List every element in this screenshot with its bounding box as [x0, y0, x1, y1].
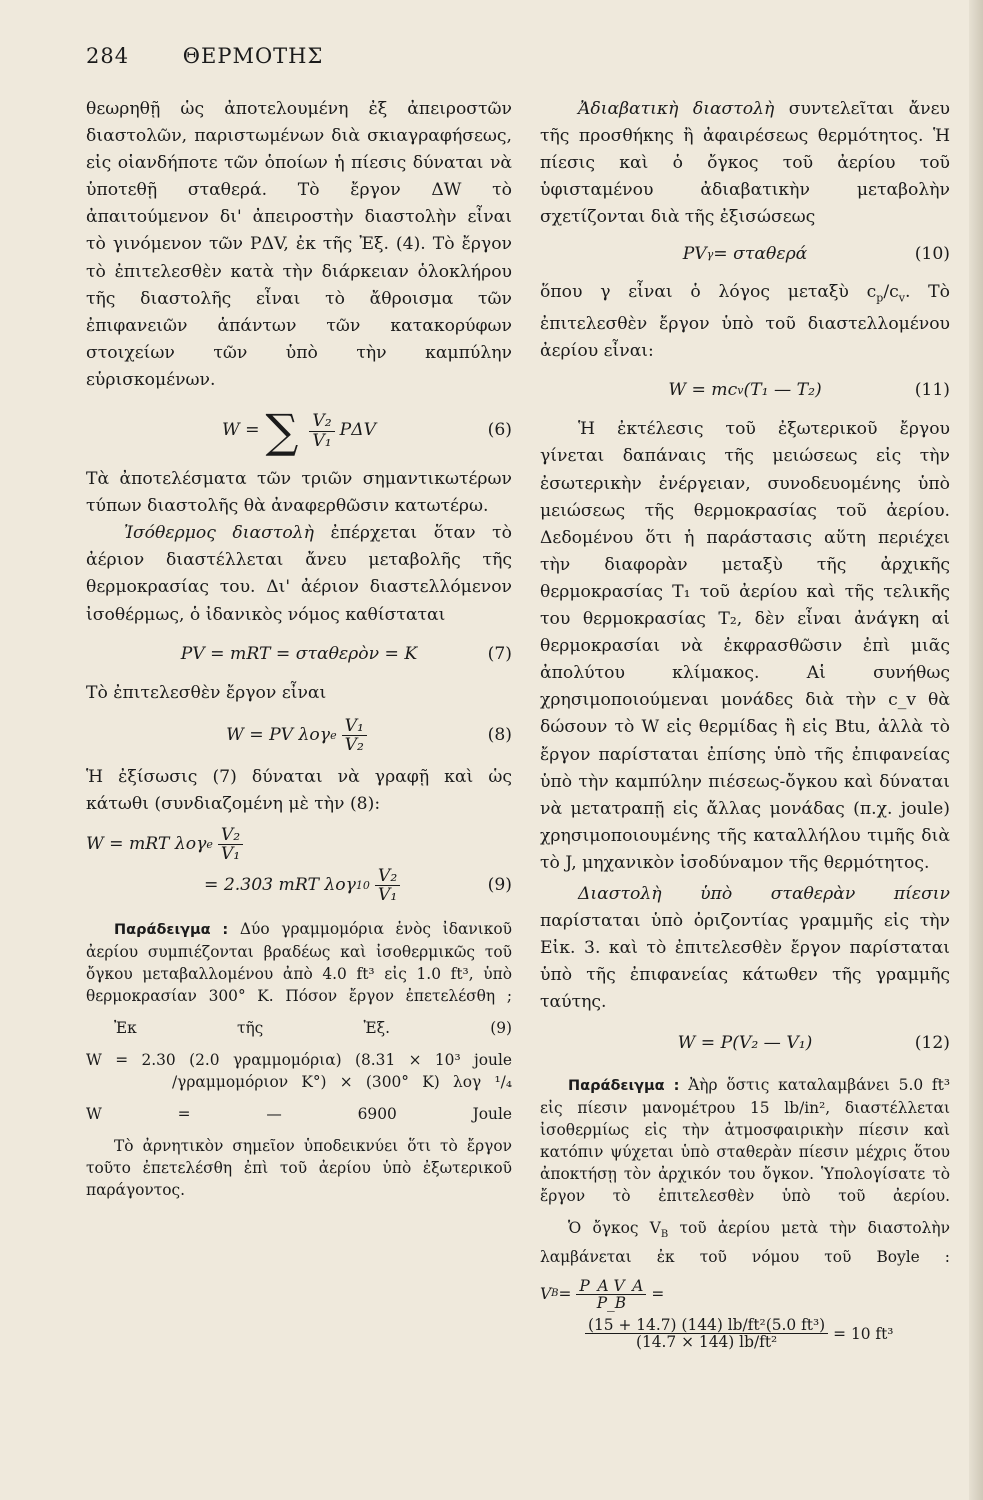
example-calc-line: W = 2.30 (2.0 γραμμομόρια) (8.31 × 10³ joule — [86, 1051, 512, 1070]
paragraph: Ἰσόθερμος διαστολὴ ἐπέρχεται ὅταν τὸ ἀέριον διαστέλλεται ἄνευ μεταβολῆς τῆς θερμοκρασίας του. Δι' ἀέριον διαστελλόμενον ἰσοθέρμως, ὁ ἰδανικὸς νόμος καθίσταται — [86, 523, 513, 625]
equation-number: (7) — [487, 643, 512, 664]
fraction: $\frac{\text{V₂}}{\text{V₁}}$ — [218, 826, 243, 863]
fraction — [309, 412, 334, 449]
example-label: Παράδειγμα : — [114, 922, 229, 939]
fraction: $\frac{\text{P\_A V\_A}}{P\_B}$ — [576, 1278, 646, 1311]
example-text: Ὁ ὄγκος $V_B$ τοῦ ἀερίου μετὰ τὴν διαστολὴν λαμβάνεται ἐκ τοῦ νόμου τοῦ Boyle : — [540, 1218, 950, 1266]
paragraph: Ἀδιαβατικὴ διαστολὴ συντελεῖται ἄνευ τῆς προσθήκης ἢ ἀφαιρέσεως θερμότητος. Ἡ πίεσις καὶ ὁ ὄγκος τοῦ ἀερίου τοῦ ὑφισταμένου ἀδιαβατικὴν μεταβολὴν σχετίζονται διὰ τῆς ἐξισώσεως — [540, 99, 950, 228]
page-edge — [969, 0, 983, 1500]
equation-8: W = PV λογ e $\frac{\text{V₁}}{\text{V₂}}$ (8) — [226, 715, 512, 755]
page-header — [86, 44, 323, 68]
equation-9a: W = mRT λογ e $\frac{\text{V₂}}{\text{V₁}}$ — [86, 826, 512, 863]
paragraph: Διαστολὴ ὑπὸ σταθερὰν πίεσιν παρίσταται ὑπὸ ὁριζοντίας γραμμῆς εἰς τὴν Εἰκ. 3. καὶ τὸ ἐπιτελεσθὲν ἔργον παρίσταται ὑπὸ τῆς ἐπιφανείας κάτωθεν τῆς γραμμῆς ταύτης. — [540, 883, 950, 1013]
equation-number: (11) — [914, 380, 950, 401]
equation-11: W = mc v (T₁ — T₂) (11) — [540, 377, 950, 404]
sigma-symbol: ∑ — [265, 404, 299, 459]
example-text: Παράδειγμα : Δύο γραμμομόρια ἑνὸς ἰδανικοῦ ἀερίου συμπιέζονται βραδέως καὶ ἰσοθερμικῶς τοῦ ὄγκου μεταβαλλομένου ἀπὸ 4.0 ft³ εἰς 1.0 ft³, ὑπὸ θερμοκρασίαν 300° K. Πόσον ἔργον ἐπετελέσθη ; — [86, 920, 512, 1006]
fraction: $\frac{\text{(15 + 14.7) (144) lb/ft²(5.0 ft³)}}{\text{(14.7 × 144) lb/ft²}}$ — [585, 1317, 828, 1350]
example-block — [540, 1074, 950, 1351]
equation-6 — [86, 404, 512, 459]
example-result: W = — 6900 Joule — [86, 1105, 512, 1124]
example-calc-line: /γραμμομόριον K°) × (300° K) λογ ¹/₄ — [172, 1073, 512, 1092]
example-label: Παράδειγμα : — [568, 1077, 680, 1094]
equation-number: (10) — [914, 244, 950, 265]
paragraph: Τὰ ἀποτελέσματα τῶν τριῶν σημαντικωτέρων τύπων διαστολῆς θὰ ἀναφερθῶσιν κατωτέρω. — [86, 469, 512, 517]
equation-9b: = 2.303 mRT λογ 10 $\frac{\text{V₂}}{\text{V₁}}$ (9) — [204, 866, 512, 906]
example-block — [86, 918, 512, 1201]
equation-number: (8) — [487, 724, 512, 745]
equation-number: (6) — [487, 420, 512, 441]
paragraph: Τὸ ἐπιτελεσθὲν ἔργον εἶναι — [86, 682, 327, 703]
equation-number: (12) — [914, 1033, 950, 1054]
example-equation: $\frac{\text{(15 + 14.7) (144) lb/ft²(5.0 ft³)}}{\text{(14.7 × 144) lb/ft²}}$ = 10 ft³ — [540, 1317, 950, 1350]
page-number: 284 — [86, 44, 130, 68]
example-ref: Ἐκ τῆς Ἐξ. (9) — [114, 1019, 512, 1038]
equation-number: (9) — [487, 875, 512, 896]
paragraph: Ἡ ἐκτέλεσις τοῦ ἐξωτερικοῦ ἔργου γίνεται δαπάναις τῆς μειώσεως εἰς τὴν ἐσωτερικὴν ἐνέργειαν, συνοδευομένης ὑπὸ μειώσεως τῆς θερμοκρασίας τοῦ ἀερίου. Δεδομένου ὅτι ἡ παράστασις αὕτη περιέχει τὴν διαφορὰν μεταξὺ τῆς ἀρχικῆς θερμοκρασίας T₁ τοῦ ἀερίου καὶ τῆς τελικῆς του θερμοκρασίας T₂, δὲν εἶναι ἀνάγκη αἱ θερμοκρασίαι νὰ ἐκφρασθῶσιν ἐπὶ μιᾶς ἀπολύτου κλίμακος. Αἱ συνήθως χρησιμοποιούμεναι μονάδες διὰ τὴν c_v θὰ δώσουν τὸ W εἰς θερμίδας ἢ εἰς Btu, ἀλλὰ τὸ ἔργον παρίσταται ἐπίσης ὑπὸ τῆς ἐπιφανείας ὑπὸ τὴν καμπύλην πιέσεως-ὄγκου καὶ δύναται νὰ μετατραπῇ εἰς ἄλλας μονάδας (π.χ. joule) χρησιμοποιουμένης τῆς καταλλήλου τιμῆς διὰ τὸ J, μηχανικὸν ἰσοδύναμον τῆς θερμότητος. — [540, 419, 950, 873]
eq-rhs: PΔV — [339, 420, 377, 441]
eq-lhs: W = — [221, 420, 260, 441]
example-note: Τὸ ἀρνητικὸν σημεῖον ὑποδεικνύει ὅτι τὸ ἔργον τοῦτο ἐπετελέσθη ἐπὶ τοῦ ἀερίου ὑπὸ ἐξωτερικοῦ παράγοντος. — [86, 1137, 512, 1200]
fraction: $\frac{\text{V₁}}{\text{V₂}}$ — [342, 717, 367, 754]
section-title: Ἀδιαβατικὴ διαστολὴ — [578, 99, 775, 119]
example-text: Παράδειγμα : Ἀὴρ ὅστις καταλαμβάνει 5.0 ft³ εἰς πίεσιν μανομέτρου 15 lb/in², διαστέλλεται ἰσοθερμίως εἰς τὴν ἀτμοσφαιρικὴν πίεσιν καὶ κατόπιν ψύχεται ὑπὸ σταθερὰν πίεσιν μέχρις ὅτου ἀποκτήσῃ τὸν ἀρχικόν του ὄγκον. Ὑπολογίσατε τὸ ἔργον τὸ ἐπιτελεσθὲν ὑπὸ τοῦ ἀερίου. — [540, 1075, 950, 1205]
paragraph: θεωρηθῇ ὡς ἀποτελουμένη ἐξ ἀπειροστῶν διαστολῶν, παριστωμένων διὰ σκιαγραφήσεως, εἰς οἱανδήποτε τῶν ὁποίων ἡ πίεσις δύναται νὰ ὑποτεθῇ σταθερά. Τὸ ἔργον ΔW τὸ ἀπαιτούμενον δι' ἀπειροστὴν διαστολὴν εἶναι τὸ γινόμενον τῶν PΔV, ἐκ τῆς Ἐξ. (4). Τὸ ἔργον τὸ ἐπιτελεσθὲν κατὰ τὴν διάρκειαν ὁλοκλήρου τῆς διαστολῆς εἶναι τὸ ἄθροισμα τῶν ἐπιφανειῶν ἁπάντων τῶν κατακορύφων στοιχείων τῶν ὑπὸ τὴν καμπύλην εὑρισκομένων. — [86, 99, 512, 390]
equation-12: W = P(V₂ — V₁) (12) — [540, 1030, 950, 1057]
numerator: V₂ — [309, 412, 334, 431]
section-title: Ἰσόθερμος διαστολὴ — [124, 523, 314, 544]
section-title: Διαστολὴ ὑπὸ σταθερὰν πίεσιν — [578, 883, 950, 904]
paragraph: Ἡ ἐξίσωσις (7) δύναται νὰ γραφῇ καὶ ὡς κάτωθι (συνδιαζομένη μὲ τὴν (8): — [86, 766, 512, 814]
example-equation: V B = $\frac{\text{P\_A V\_A}}{P\_B}$ = — [540, 1276, 665, 1312]
equation-7: PV = mRT = σταθερὸν = K (7) — [86, 641, 512, 668]
fraction: $\frac{\text{V₂}}{\text{V₁}}$ — [375, 867, 400, 904]
running-title: ΘΕΡΜΟΤΗΣ — [182, 44, 324, 68]
left-column — [86, 96, 512, 1201]
paragraph: ὅπου γ εἶναι ὁ λόγος μεταξὺ $c_p/c_v$. Τὸ ἐπιτελεσθὲν ἔργον ὑπὸ τοῦ διαστελλομένου ἀερίου εἶναι: — [540, 281, 950, 362]
right-column — [540, 96, 950, 1354]
denominator: V₁ — [312, 430, 332, 451]
equation-10: PV γ = σταθερά (10) — [540, 241, 950, 268]
